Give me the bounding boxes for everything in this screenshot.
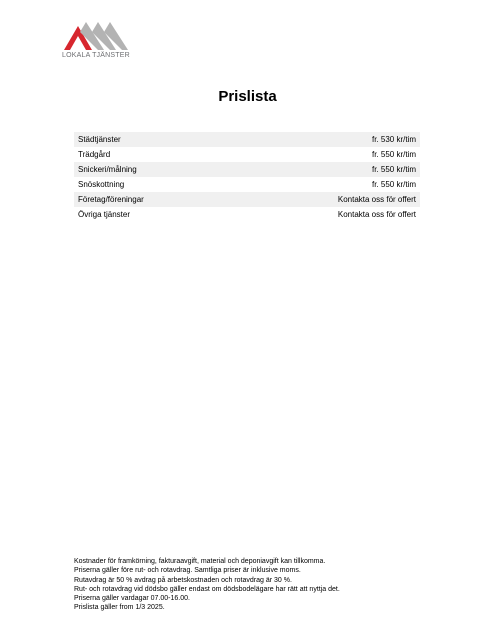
footer-line: Rut- och rotavdrag vid dödsbo gäller endast om dödsbodelägare har rätt att nyttja det. bbox=[74, 585, 340, 593]
footer-line: Rutavdrag är 50 % avdrag på arbetskostnaden och rotavdrag är 30 %. bbox=[74, 576, 292, 584]
service-price: Kontakta oss för offert bbox=[337, 210, 416, 219]
price-row bbox=[74, 192, 420, 207]
price-row bbox=[74, 147, 420, 162]
service-name: Städtjänster bbox=[78, 135, 121, 144]
service-price: fr. 530 kr/tim bbox=[371, 135, 416, 144]
service-name: Övriga tjänster bbox=[78, 210, 131, 219]
service-name: Trädgård bbox=[78, 150, 111, 159]
footer-line: Kostnader för framkörning, fakturaavgift, material och deponiavgift kan tillkomma. bbox=[74, 558, 326, 565]
page-title: Prislista bbox=[218, 88, 277, 105]
price-row bbox=[74, 207, 420, 222]
service-price: fr. 550 kr/tim bbox=[371, 165, 416, 174]
footer-line: Priserna gäller vardagar 07.00-16.00. bbox=[74, 595, 190, 603]
company-logo bbox=[62, 20, 134, 62]
service-name: Snickeri/målning bbox=[78, 165, 137, 174]
service-price: fr. 550 kr/tim bbox=[371, 150, 416, 159]
service-price: Kontakta oss för offert bbox=[337, 195, 416, 204]
price-row bbox=[74, 162, 420, 177]
logo-text: LOKALA TJÄNSTER bbox=[62, 52, 130, 59]
service-name: Företag/föreningar bbox=[78, 195, 144, 204]
price-table bbox=[74, 132, 420, 222]
price-row bbox=[74, 177, 420, 192]
service-price: fr. 550 kr/tim bbox=[371, 180, 416, 189]
footer-notes bbox=[74, 557, 434, 613]
footer-line: Priserna gäller före rut- och rotavdrag. Samtliga priser är inklusive moms. bbox=[74, 567, 301, 575]
service-name: Snöskottning bbox=[78, 180, 125, 189]
price-row bbox=[74, 132, 420, 147]
footer-line: Prislista gäller from 1/3 2025. bbox=[74, 604, 165, 612]
logo-roof-icon bbox=[62, 20, 134, 52]
